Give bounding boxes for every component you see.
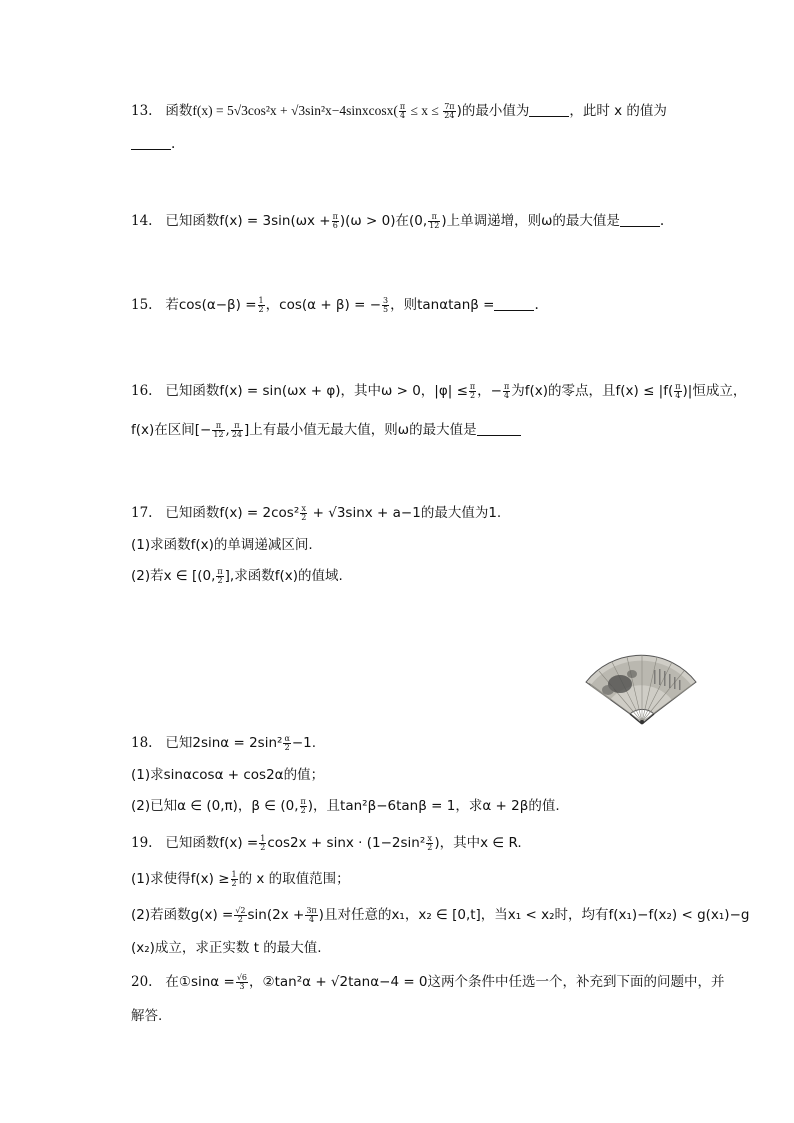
q19-p1-text2: 的 x 的取值范围； xyxy=(238,871,350,887)
q19-frac1: $\frac{1}{2}$ xyxy=(260,834,266,852)
q19-p2-text3: )且对任意的x₁，x₂ ∈ [0,t]，当x₁ < x₂时，均有f(x₁)−f(x₂) < g(x₁)−g xyxy=(318,907,750,923)
q15-frac2: $\frac{3}{5}$ xyxy=(383,296,389,314)
q19-part2-line2: (x₂)成立，求正实数 t 的最大值. xyxy=(131,940,322,956)
q16-comma: , xyxy=(225,422,230,438)
q16-text5: f(x)在区间[− xyxy=(131,422,212,438)
q14-number: 14. xyxy=(131,213,153,229)
q18-p2-frac: $\frac{\pi}{2}$ xyxy=(300,797,306,815)
q19-number: 19. xyxy=(131,835,153,851)
q15-frac1: $\frac{1}{2}$ xyxy=(258,296,264,314)
question-16 xyxy=(131,381,746,401)
question-17 xyxy=(131,503,501,523)
q13-after: ，此时 x 的值为 xyxy=(569,103,667,119)
q20-text1: 在①sinα = xyxy=(165,974,235,990)
question-19 xyxy=(131,833,522,853)
q16-text4: )|恒成立， xyxy=(682,383,747,399)
q18-p2-text2: )，且tan²β−6tanβ = 1，求α + 2β的值. xyxy=(307,798,560,814)
q19-text1: 已知函数f(x) = xyxy=(165,835,259,851)
q16-frac5: $\frac{\pi}{24}$ xyxy=(231,421,243,439)
q16-frac3: $\frac{\pi}{4}$ xyxy=(675,382,681,400)
q18-part1: (1)求sinαcosα + cos2α的值； xyxy=(131,767,325,783)
q15-end: . xyxy=(534,297,539,313)
q13-number: 13. xyxy=(131,103,153,119)
q17-p2-frac: $\frac{\pi}{2}$ xyxy=(217,567,223,585)
q13-tail: )的最小值为 xyxy=(456,103,530,119)
q17-text1: 已知函数f(x) = 2cos² xyxy=(165,505,300,521)
q17-p2-text2: ],求函数f(x)的值域. xyxy=(224,568,343,584)
q19-text2: cos2x + sinx · (1−2sin² xyxy=(267,835,426,851)
q20-line2: 解答. xyxy=(131,1008,163,1024)
q19-frac2: $\frac{x}{2}$ xyxy=(427,834,433,852)
q17-part1: (1)求函数f(x)的单调递减区间. xyxy=(131,537,313,553)
folding-fan-image xyxy=(584,652,698,726)
q19-part1 xyxy=(131,869,350,889)
q17-frac: $\frac{x}{2}$ xyxy=(301,504,307,522)
q15-number: 15. xyxy=(131,297,153,313)
q14-text1: 已知函数f(x) = 3sin(ωx + xyxy=(165,213,331,229)
q15-text1: 若cos(α−β) = xyxy=(165,297,257,313)
q19-p2-frac1: $\frac{√2}{2}$ xyxy=(235,906,246,924)
q14-end: . xyxy=(659,213,665,229)
q13-blank1 xyxy=(529,104,569,117)
q18-text1: 已知2sinα = 2sin² xyxy=(165,735,283,751)
q14-blank xyxy=(620,214,660,227)
question-13 xyxy=(131,101,667,121)
q16-number: 16. xyxy=(131,383,153,399)
q18-p2-text1: (2)已知α ∈ (0,π)，β ∈ (0, xyxy=(131,798,299,814)
q19-p2-text2: sin(2x + xyxy=(247,907,305,923)
q16-frac2: $\frac{\pi}{4}$ xyxy=(503,382,510,400)
q20-text2: ，②tan²α + √2tanα−4 = 0这两个条件中任选一个，补充到下面的问题中，并 xyxy=(249,974,725,990)
q20-number: 20. xyxy=(131,974,153,990)
q13-lead: 函数 xyxy=(165,103,193,119)
q15-blank xyxy=(494,298,534,311)
q14-text3: )上单调递增，则ω的最大值是 xyxy=(441,213,620,229)
q17-text2: + √3sinx + a−1的最大值为1. xyxy=(308,505,502,521)
question-13-line2 xyxy=(131,134,175,154)
q16-text1: 已知函数f(x) = sin(ωx + φ)，其中ω > 0，|φ| ≤ xyxy=(165,383,468,399)
question-14 xyxy=(131,211,664,231)
q14-frac2: $\frac{\pi}{12}$ xyxy=(429,212,440,230)
q15-text3: ，则tanαtanβ = xyxy=(390,297,495,313)
q18-part2 xyxy=(131,796,560,816)
question-16-line2 xyxy=(131,420,521,440)
q16-frac1: $\frac{\pi}{2}$ xyxy=(469,382,476,400)
q17-p2-text1: (2)若x ∈ [(0, xyxy=(131,568,216,584)
q19-part2 xyxy=(131,905,749,925)
q13-end: . xyxy=(171,136,176,152)
q19-p1-text1: (1)求使得f(x) ≥ xyxy=(131,871,230,887)
question-20 xyxy=(131,972,725,992)
q17-number: 17. xyxy=(131,505,153,521)
question-18 xyxy=(131,733,316,753)
q13-range-mid: ≤ x ≤ xyxy=(407,103,443,118)
q13-formula: f(x) = 5√3cos²x + √3sin²x−4sinxcosx( xyxy=(192,103,398,118)
q19-p1-frac: $\frac{1}{2}$ xyxy=(231,870,237,888)
q16-text6: ]上有最小值无最大值，则ω的最大值是 xyxy=(244,422,477,438)
q20-frac: $\frac{√6}{3}$ xyxy=(236,973,247,991)
q18-number: 18. xyxy=(131,735,153,751)
q19-text3: )，其中x ∈ R. xyxy=(434,835,522,851)
q16-text3: 为f(x)的零点，且f(x) ≤ |f( xyxy=(511,383,674,399)
q19-p2-frac2: $\frac{3\pi}{4}$ xyxy=(306,906,317,924)
q14-text2: )(ω > 0)在(0, xyxy=(339,213,428,229)
q17-part2 xyxy=(131,566,343,586)
q18-text2: −1. xyxy=(291,735,317,751)
q14-frac1: $\frac{\pi}{6}$ xyxy=(332,212,338,230)
q13-range-lo: $\frac{\pi}{4}$ xyxy=(399,102,406,120)
q19-p2-text1: (2)若函数g(x) = xyxy=(131,907,234,923)
q13-blank2 xyxy=(131,137,171,150)
q16-frac4: $\frac{\pi}{12}$ xyxy=(213,421,224,439)
q16-text2: ，− xyxy=(477,383,502,399)
q18-frac: $\frac{\alpha}{2}$ xyxy=(284,734,290,752)
q13-range-hi: $\frac{7\pi}{24}$ xyxy=(444,102,455,120)
q16-blank xyxy=(477,423,521,436)
question-15 xyxy=(131,295,539,315)
q15-text2: ，cos(α + β) = − xyxy=(265,297,382,313)
